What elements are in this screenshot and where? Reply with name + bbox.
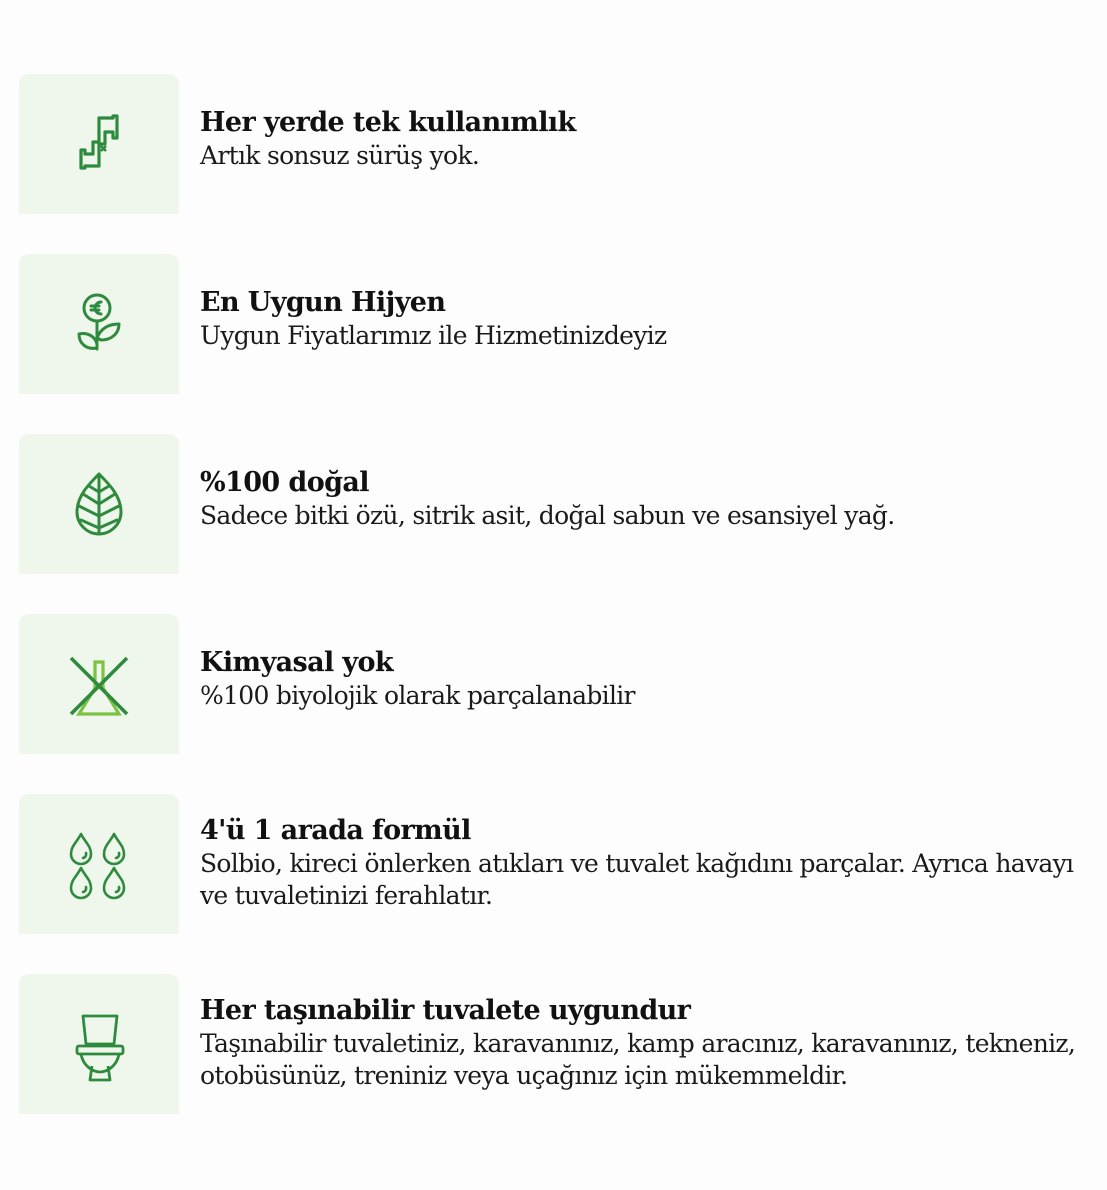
feature-description: %100 biyolojik olarak parçalanabilir (200, 681, 635, 710)
icon-box (19, 614, 179, 754)
feature-list (19, 74, 1099, 1154)
icon-box (19, 254, 179, 394)
feature-description: Uygun Fiyatlarımız ile Hizmetinizdeyiz (200, 321, 667, 350)
feature-title: Her yerde tek kullanımlık (200, 107, 576, 138)
feature-item (19, 74, 1099, 254)
feature-title: Her taşınabilir tuvalete uygundur (200, 995, 691, 1026)
feature-description: Taşınabilir tuvaletiniz, karavanınız, kamp aracınız, karavanınız, tekneniz, otobüsünüz, treniniz veya uçağınız için mükemmeldir. (200, 1029, 1076, 1090)
icon-box (19, 974, 179, 1114)
feature-title: En Uygun Hijyen (200, 287, 446, 318)
feature-title: Kimyasal yok (200, 647, 394, 678)
feature-item (19, 974, 1099, 1154)
leaf-icon (59, 464, 139, 544)
feature-item (19, 254, 1099, 434)
feature-title: %100 doğal (200, 467, 369, 498)
feature-description: Sadece bitki özü, sitrik asit, doğal sabun ve esansiyel yağ. (200, 501, 895, 530)
feature-description: Artık sonsuz sürüş yok. (200, 141, 480, 170)
no-chemicals-flask-icon (59, 644, 139, 724)
feature-item (19, 434, 1099, 614)
feature-description: Solbio, kireci önlerken atıkları ve tuvalet kağıdını parçalar. Ayrıca havayı ve tuvaletinizi ferahlatır. (200, 849, 1074, 910)
feature-item (19, 614, 1099, 794)
icon-box (19, 794, 179, 934)
feature-item (19, 794, 1099, 974)
feature-title: 4'ü 1 arada formül (200, 815, 471, 846)
toilet-icon (59, 1004, 139, 1084)
icon-box (19, 434, 179, 574)
pipe-disconnect-icon (59, 104, 139, 184)
icon-box (19, 74, 179, 214)
water-drops-icon (59, 824, 139, 904)
money-plant-euro-icon (59, 284, 139, 364)
